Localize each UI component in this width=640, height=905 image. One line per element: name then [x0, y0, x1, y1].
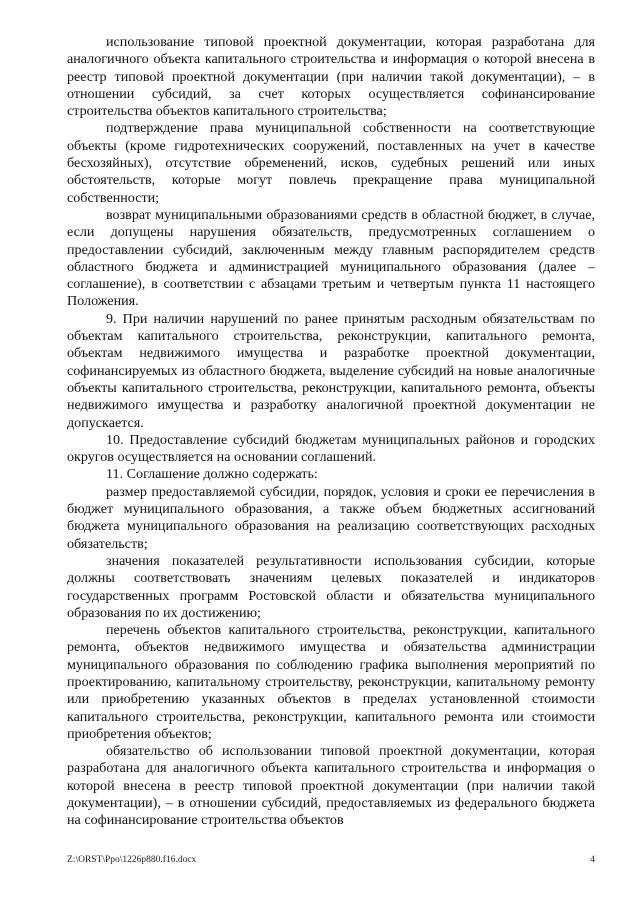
- paragraph: 11. Соглашение должно содержать:: [106, 466, 318, 483]
- page-footer: [67, 855, 595, 871]
- paragraph: использование типовой проектной документации, которая разработана для аналогичного объекта капитального строительства и информация о которой внесена в реестр типовой проектной документации (при наличии такой документации), – в отношении субсидий, за счет которых осуществляется софинансирование строительства объектов капитального строительства;: [67, 34, 595, 120]
- paragraph: подтверждение права муниципальной собственности на соответствующие объекты (кроме гидротехнических сооружений, поставленных на учет в качестве бесхозяйных), отсутствие обременений, исков, судебных решений или иных обстоятельств, которые могут повлечь прекращение права муниципальной собственности;: [67, 120, 595, 206]
- paragraph: 10. Предоставление субсидий бюджетам муниципальных районов и городских округов осуществляется на основании соглашений.: [67, 431, 595, 466]
- paragraph: размер предоставляемой субсидии, порядок, условия и сроки ее перечисления в бюджет муниципального образования, а также объем бюджетных ассигнований бюджета муниципального образования на реализацию соответствующих расходных обязательств;: [67, 483, 595, 552]
- paragraph: 9. При наличии нарушений по ранее принятым расходным обязательствам по объектам капитального строительства, реконструкции, капитального ремонта, объектам недвижимого имущества и разработке проектной документации, софинансируемых из областного бюджета, выделение субсидий на новые аналогичные объекты капитального строительства, реконструкции, капитального ремонта, объекты недвижимого имущества и разработку аналогичной проектной документации не допускается.: [67, 310, 595, 431]
- paragraph: значения показателей результативности использования субсидии, которые должны соответствовать значениям целевых показателей и индикаторов государственных программ Ростовской области и обязательства муниципального образования по их достижению;: [67, 552, 595, 621]
- paragraph: обязательство об использовании типовой проектной документации, которая разработана для аналогичного объекта капитального строительства и информация о которой внесена в реестр типовой проектной документации (при наличии такой документации), – в отношении субсидий, предоставляемых из федерального бюджета на софинансирование строительства объектов: [67, 743, 595, 829]
- footer-file-path: Z:\ORST\Ppo\1226p880.f16.docx: [67, 855, 197, 865]
- page-number: 4: [590, 855, 595, 865]
- paragraph: возврат муниципальными образованиями средств в областной бюджет, в случае, если допущены нарушения обязательств, предусмотренных соглашением о предоставлении субсидий, заключенным между главным распорядителем средств областного бюджета и администрацией муниципального образования (далее – соглашение), в соответствии с абзацами третьим и четвертым пункта 11 настоящего Положения.: [67, 206, 595, 310]
- paragraph: перечень объектов капитального строительства, реконструкции, капитального ремонта, объектов недвижимого имущества и обязательства администрации муниципального образования по соблюдению графика выполнения мероприятий по проектированию, капитальному строительству, реконструкции, капитальному ремонту или приобретению указанных объектов в пределах установленной стоимости капитального строительства, реконструкции, капитального ремонта или стоимости приобретения объектов;: [67, 622, 595, 742]
- document-body: [67, 34, 595, 830]
